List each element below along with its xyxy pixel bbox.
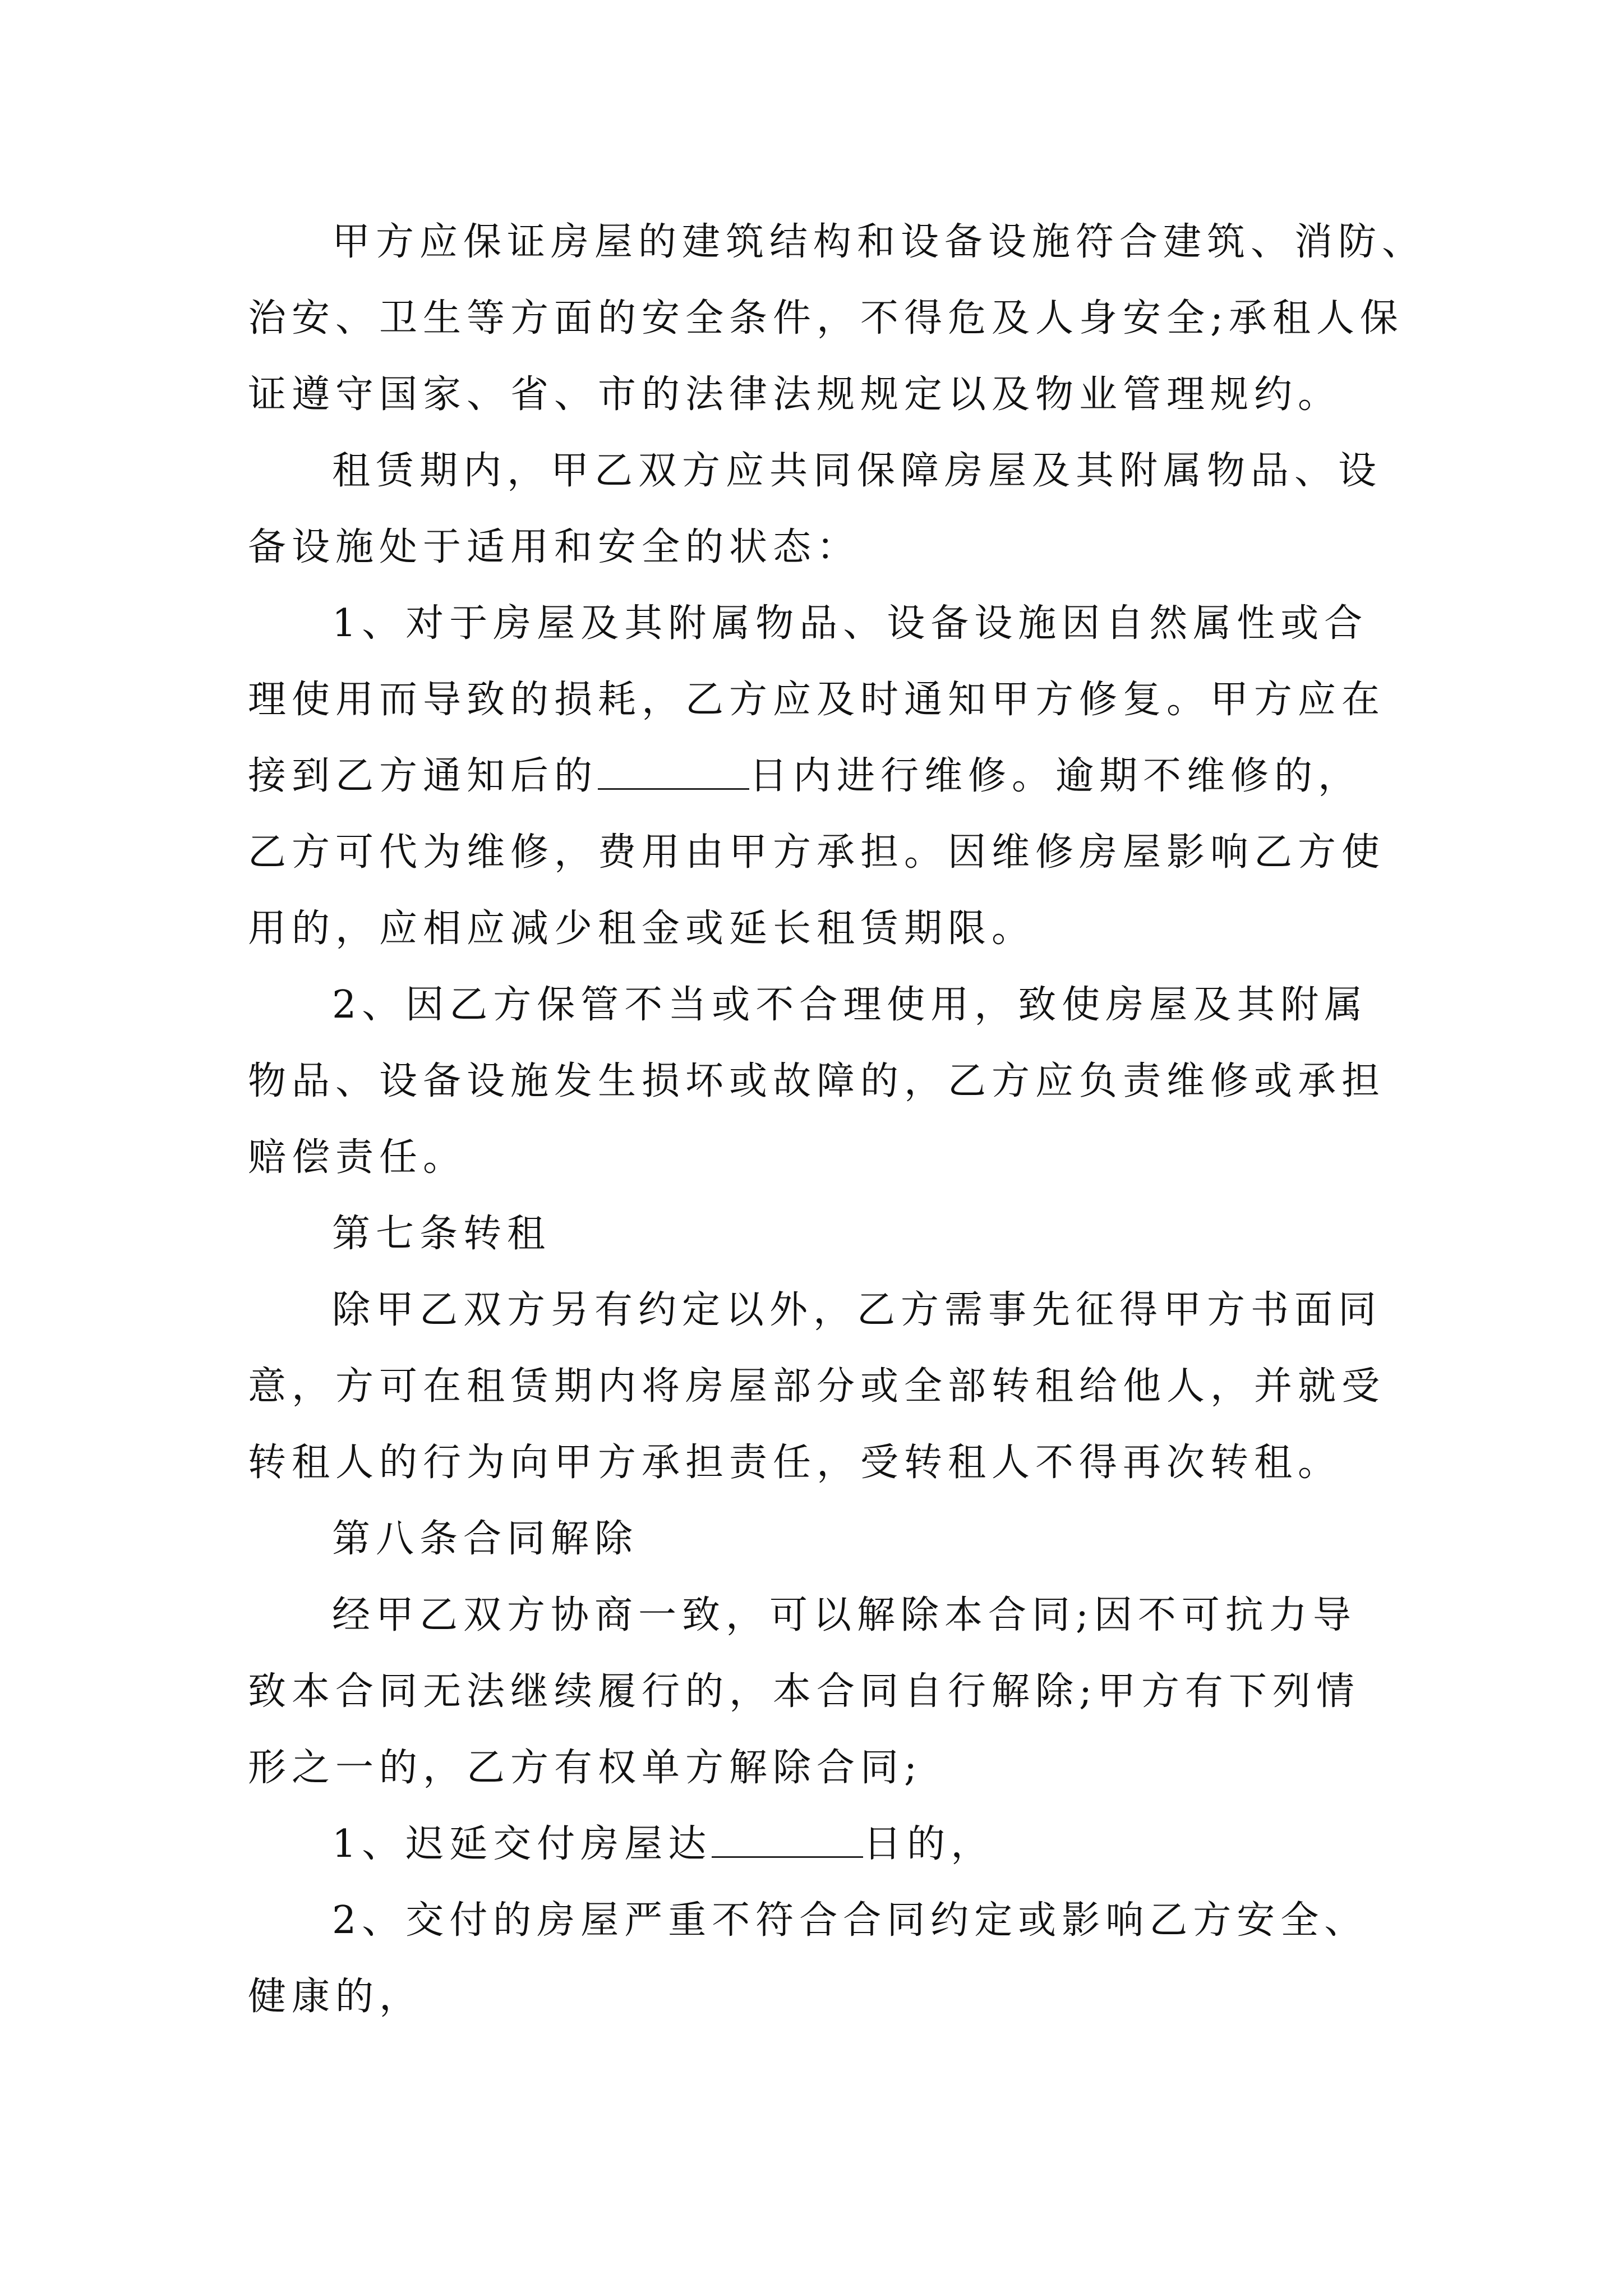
paragraph-item-1-repair-before: 1、对于房屋及其附属物品、设备设施因自然属性或合理使用而导致的损耗，乙方应及时通知甲方修复。甲方应在接到乙方通知后的 xyxy=(248,601,1386,798)
heading-article-7-sublease: 第七条转租 xyxy=(332,1212,551,1256)
document-body xyxy=(248,204,1426,2035)
paragraph-sublease-terms: 除甲乙双方另有约定以外，乙方需事先征得甲方书面同意，方可在租赁期内将房屋部分或全部转租给他人，并就受转租人的行为向甲方承担责任，受转租人不得再次转租。 xyxy=(248,1288,1386,1485)
paragraph-item-1-repair-after: 日内进行维修。逾期不维修的，乙方可代为维修，费用由甲方承担。因维修房屋影响乙方使用的，应相应减少租金或延长租赁期限。 xyxy=(248,754,1386,951)
paragraph-termination-item-1-before: 1、迟延交付房屋达 xyxy=(332,1822,712,1866)
paragraph-termination-terms: 经甲乙双方协商一致，可以解除本合同;因不可抗力导致本合同无法继续履行的，本合同自行解除;甲方有下列情形之一的，乙方有权单方解除合同; xyxy=(248,1593,1360,1790)
paragraph-termination-item-2: 2、交付的房屋严重不符合合同约定或影响乙方安全、健康的， xyxy=(248,1898,1368,2019)
paragraph-item-1-repair xyxy=(248,586,1398,967)
paragraph-lease-period-maintenance: 租赁期内，甲乙双方应共同保障房屋及其附属物品、设备设施处于适用和安全的状态： xyxy=(248,449,1382,569)
heading-article-8-termination: 第八条合同解除 xyxy=(332,1517,639,1561)
repair-days-blank xyxy=(598,749,749,790)
paragraph-termination-item-1-after: 日的， xyxy=(863,1822,995,1866)
paragraph-safety-obligations: 甲方应保证房屋的建筑结构和设备设施符合建筑、消防、治安、卫生等方面的安全条件，不得危及人身安全;承租人保证遵守国家、省、市的法律法规规定以及物业管理规约。 xyxy=(248,220,1426,417)
paragraph-termination-item-1 xyxy=(248,1806,1398,1883)
delay-days-blank xyxy=(712,1817,863,1858)
paragraph-item-2-damage: 2、因乙方保管不当或不合理使用，致使房屋及其附属物品、设备设施发生损坏或故障的，乙方应负责维修或承担赔偿责任。 xyxy=(248,983,1386,1180)
